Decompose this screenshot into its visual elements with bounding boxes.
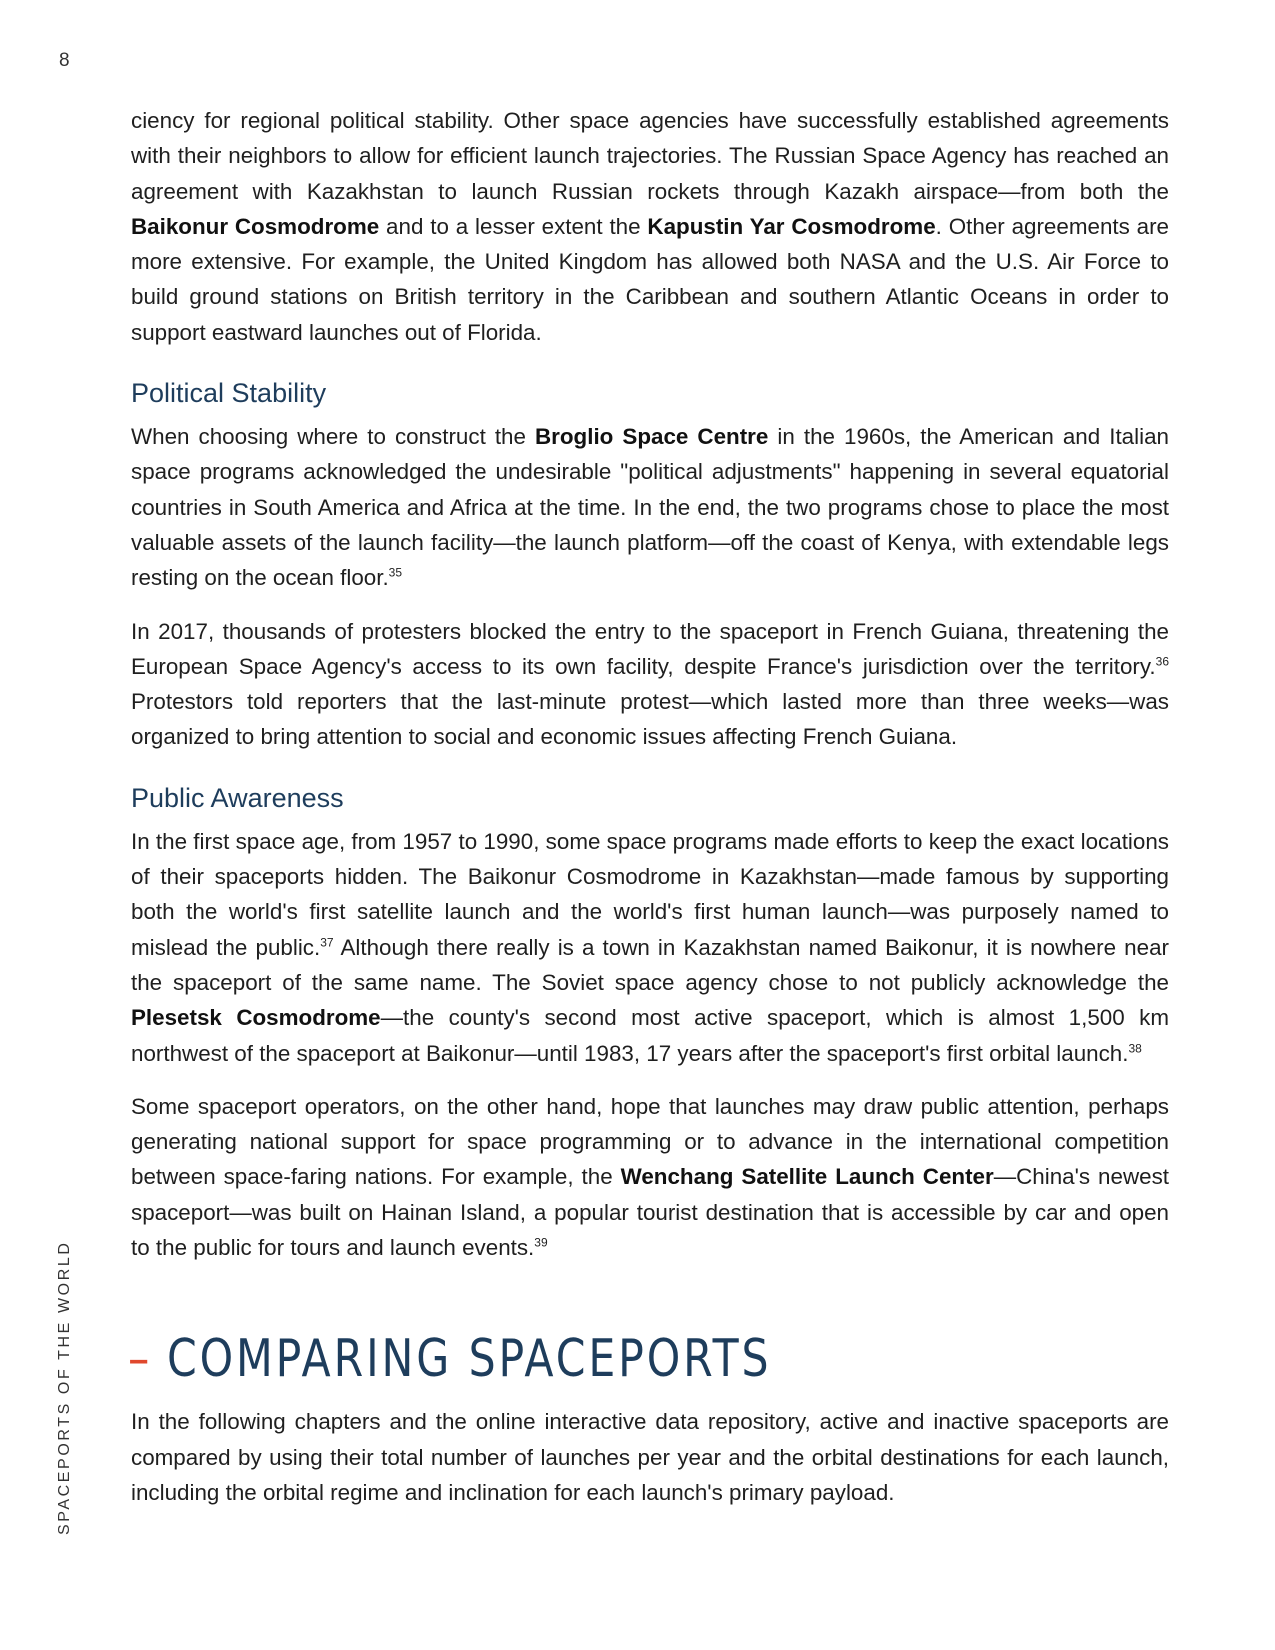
paragraph-launch-agreements: ciency for regional political stability. Other space agencies have successfully established agreements with their neighbors to allow for efficient launch trajectories. The Russian Space Agency has reached an agreement with Kazakhstan to launch Russian rockets through Kazakh airspace—from both the Baikonur Cosmodrome and to a lesser extent the Kapustin Yar Cosmodrome. Other agreements are more extensive. For example, the United Kingdom has allowed both NASA and the U.S. Air Force to build ground stations on British territory in the Caribbean and southern Atlantic Oceans in order to support eastward launches out of Florida. (131, 108, 1170, 345)
paragraph-comparing: In the following chapters and the online interactive data repository, active and inactive spaceports are compared by using their total number of launches per year and the orbital destinations for each launch, including the orbital regime and inclination for each launch's primary payload. (131, 1409, 1169, 1505)
paragraph-public-attention: Some spaceport operators, on the other hand, hope that launches may draw public attention, perhaps generating national support for space programming or to advance in the international competition between space-faring nations. For example, the Wenchang Satellite Launch Center—China's newest spaceport—was built on Hainan Island, a popular tourist destination that is accessible by car and open to the public for tours and launch events.$^{39}$ (131, 1093, 1169, 1261)
term-baikonur: Baikonur Cosmodrome (131, 213, 380, 239)
heading-dash: – (128, 1329, 153, 1390)
section-heading-comparing-spaceports (128, 1327, 982, 1391)
footnote-ref: 35 (388, 565, 403, 580)
page-body (128, 103, 1170, 1528)
term-plesetsk: Plesetsk Cosmodrome (131, 1005, 381, 1031)
term-kapustin-yar: Kapustin Yar Cosmodrome (647, 213, 936, 239)
footnote-ref: 39 (534, 1235, 548, 1250)
page-number: 8 (59, 50, 71, 71)
footnote-ref: 37 (320, 935, 334, 950)
term-wenchang: Wenchang Satellite Launch Center (620, 1164, 994, 1190)
paragraph-french-guiana: In 2017, thousands of protesters blocked the entry to the spaceport in French Guiana, threatening the European Space Agency's access to its own facility, despite France's jurisdiction over the territory.$^{36}$ Protestors told reporters that the last-minute protest—which lasted more than three weeks—was organized to bring attention to social and economic issues affecting French Guiana. (131, 618, 1169, 750)
paragraph-hidden-spaceports: In the first space age, from 1957 to 1990, some space programs made efforts to keep the exact locations of their spaceports hidden. The Baikonur Cosmodrome in Kazakhstan—made famous by supporting both the world's first satellite launch and the world's first human launch—was purposely named to mislead the public.$^{37}$ Although there really is a town in Kazakhstan named Baikonur, it is nowhere near the spaceport of the same name. The Soviet space agency chose to not publicly acknowledge the Plesetsk Cosmodrome—the county's second most active spaceport, which is almost 1,500 km northwest of the spaceport at Baikonur—until 1983, 17 years after the spaceport's first orbital launch.$^{38}$ (131, 828, 1169, 1066)
section-title: COMPARING SPACEPORTS (166, 1329, 772, 1390)
running-footer-label: SPACEPORTS OF THE WORLD (56, 1240, 73, 1535)
footnote-ref: 38 (1128, 1041, 1142, 1056)
heading-public-awareness: Public Awareness (131, 782, 344, 813)
footnote-ref: 36 (1155, 654, 1169, 669)
paragraph-broglio: When choosing where to construct the Broglio Space Centre in the 1960s, the American and Italian space programs acknowledged the undesirable "political adjustments" happening in several equatorial countries in South America and Africa at the time. In the end, the two programs chose to place the most valuable assets of the launch facility—the launch platform—off the coast of Kenya, with extendable legs resting on the ocean floor.$^{35}$ (131, 424, 1169, 591)
term-broglio: Broglio Space Centre (535, 424, 769, 450)
heading-political-stability: Political Stability (131, 378, 327, 409)
